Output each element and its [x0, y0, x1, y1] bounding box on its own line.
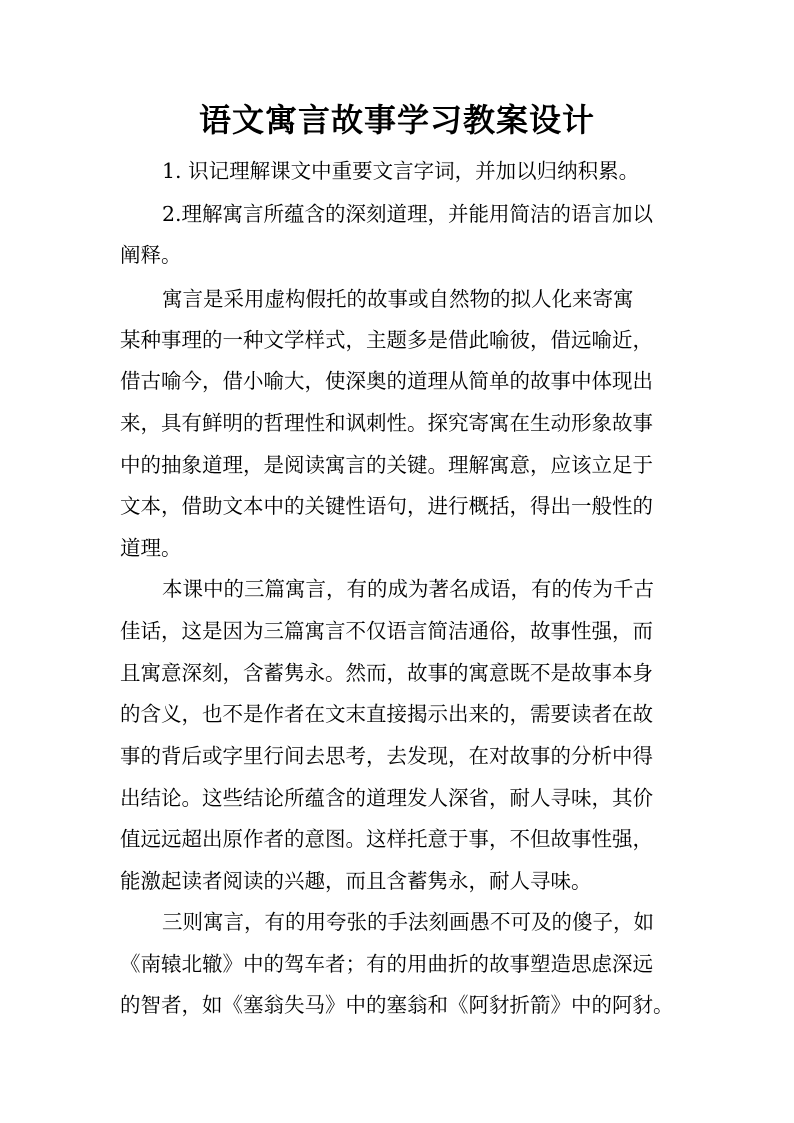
- text-line: 道理。: [120, 536, 182, 560]
- text-line: 的智者，如《塞翁失马》中的塞翁和《阿豺折箭》中的阿豺。: [120, 993, 674, 1017]
- text-line: 借古喻今，借小喻大，使深奥的道理从简单的故事中体现出: [120, 369, 653, 393]
- text-line: 本课中的三篇寓言，有的成为著名成语，有的传为千古: [162, 577, 654, 601]
- text-line: 文本，借助文本中的关键性语句，进行概括，得出一般性的: [120, 494, 653, 518]
- text-line: 来，具有鲜明的哲理性和讽刺性。探究寄寓在生动形象故事: [120, 411, 653, 435]
- text-line: 阐释。: [120, 243, 182, 267]
- text-line: 事的背后或字里行间去思考，去发现，在对故事的分析中得: [120, 744, 653, 768]
- text-line: 三则寓言，有的用夸张的手法刻画愚不可及的傻子，如: [162, 910, 654, 934]
- text-line: 《南辕北辙》中的驾车者；有的用曲折的故事塑造思虑深远: [120, 952, 653, 976]
- text-line: 1. 识记理解课文中重要文言字词，并加以归纳积累。: [162, 159, 640, 183]
- text-line: 寓言是采用虚构假托的故事或自然物的拟人化来寄寓: [162, 287, 634, 311]
- text-line: 的含义，也不是作者在文末直接揭示出来的，需要读者在故: [120, 702, 653, 726]
- text-line: 某种事理的一种文学样式，主题多是借此喻彼，借远喻近，: [120, 328, 653, 352]
- text-line: 能激起读者阅读的兴趣，而且含蓄隽永，耐人寻味。: [120, 869, 592, 893]
- text-line: 中的抽象道理，是阅读寓言的关键。理解寓意，应该立足于: [120, 453, 653, 477]
- text-line: 且寓意深刻，含蓄隽永。然而，故事的寓意既不是故事本身: [120, 661, 653, 685]
- document-title: 语文寓言故事学习教案设计: [198, 101, 595, 139]
- text-line: 出结论。这些结论所蕴含的道理发人深省，耐人寻味，其价: [120, 786, 653, 810]
- text-line: 佳话，这是因为三篇寓言不仅语言简洁通俗，故事性强，而: [120, 619, 653, 643]
- text-line: 2.理解寓言所蕴含的深刻道理，并能用简洁的语言加以: [162, 202, 654, 226]
- text-line: 值远远超出原作者的意图。这样托意于事，不但故事性强，: [120, 827, 653, 851]
